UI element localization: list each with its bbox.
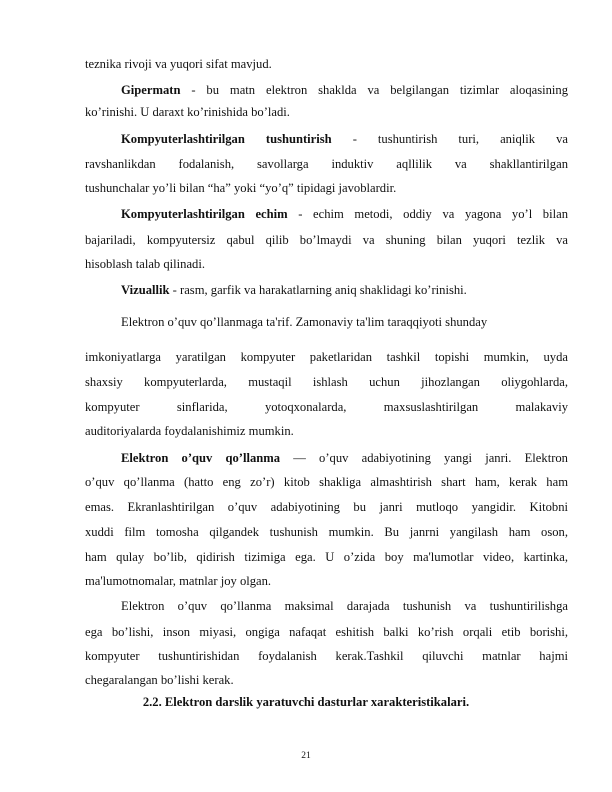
paragraph-kompyuterlashtirilgan-echim [121,206,568,222]
text-line: hisoblash talab qilinadi. [85,257,205,271]
definition-text: — o’quv adabiyotining yangi janri. Elektron [280,451,568,465]
text-line: ham qulay bo’lib, qidirish tizimiga ega. U o’zida boy ma'lumotlar video, kartinka, [85,550,568,564]
text-line: kompyuter tushuntirishidan foydalanish kerak.Tashkil qiluvchi matnlar hajmi [85,649,568,663]
term-vizuallik: Vizuallik [121,283,170,297]
paragraph-elektron-quv-qollanma [121,450,568,466]
definition-text: - tushuntirish turi, aniqlik va [331,132,568,146]
paragraph-kompyuterlashtirilgan-tushuntirish [121,131,568,147]
text-line: tushunchalar yo’li bilan “ha” yoki “yo’q” tipidagi javoblardir. [85,181,397,195]
text-line: xuddi film tomosha qilgandek tushunish mumkin. Bu janrni yangilash ham oson, [85,525,568,539]
section-heading: 2.2. Elektron darslik yaratuvchi dasturlar xarakteristikalari. [142,695,470,709]
definition-text: - echim metodi, oddiy va yagona yo’l bilan [287,207,568,221]
term-kompyuterlashtirilgan-echim: Kompyuterlashtirilgan echim [121,207,288,221]
term-gipermatn: Gipermatn [121,83,181,97]
paragraph-vizuallik [121,282,568,298]
text-line: chegaralangan bo’lishi kerak. [85,673,234,687]
text-line: imkoniyatlarga yaratilgan kompyuter paketlaridan tashkil topishi mumkin, uyda [85,350,568,364]
text-line: ko’rinishi. U daraxt ko’rinishida bo’ladi. [85,105,290,119]
text-line: ma'lumotnomalar, matnlar joy olgan. [85,574,272,588]
text-line: kompyuter sinflarida, yotoqxonalarda, maxsuslashtirilgan malakaviy [85,400,568,414]
definition-text: - bu matn elektron shaklda va belgilangan tizimlar aloqasining [180,83,568,97]
text-line: auditoriyalarda foydalanishimiz mumkin. [85,424,294,438]
text-line: Elektron o’quv qo’llanma maksimal darajada tushunish va tushuntirilishga [121,599,568,613]
text-line: ravshanlikdan fodalanish, savollarga induktiv aqllilik va shakllantirilgan [85,157,568,171]
text-line: shaxsiy kompyuterlarda, mustaqil ishlash uchun jihozlangan oliygohlarda, [85,375,568,389]
text-line: o’quv qo’llanma (hatto eng zo’r) kitob shakliga almashtirish shart ham, kerak ham [85,475,568,489]
term-elektron-quv-qollanma: Elektron o’quv qo’llanma [121,451,281,465]
term-kompyuterlashtirilgan-tushuntirish: Kompyuterlashtirilgan tushuntirish [121,132,332,146]
text-line: bajariladi, kompyutersiz qabul qilib bo’lmaydi va shuning bilan yuqori tezlik va [85,233,568,247]
paragraph-gipermatn [121,82,568,98]
definition-text: - rasm, garfik va harakatlarning aniq shaklidagi ko’rinishi. [169,283,467,297]
text-line: emas. Ekranlashtirilgan o’quv adabiyotining bu janri mutloqo yangidir. Kitobni [85,500,568,514]
text-line: teznika rivoji va yuqori sifat mavjud. [85,57,272,71]
text-line: Elektron o’quv qo’llanmaga ta'rif. Zamonaviy ta'lim taraqqiyoti shunday [121,315,488,329]
text-line: ega bo’lishi, inson miyasi, ongiga nafaqat eshitish balki ko’rish orqali etib borishi, [85,625,568,639]
page-number: 21 [301,751,311,761]
